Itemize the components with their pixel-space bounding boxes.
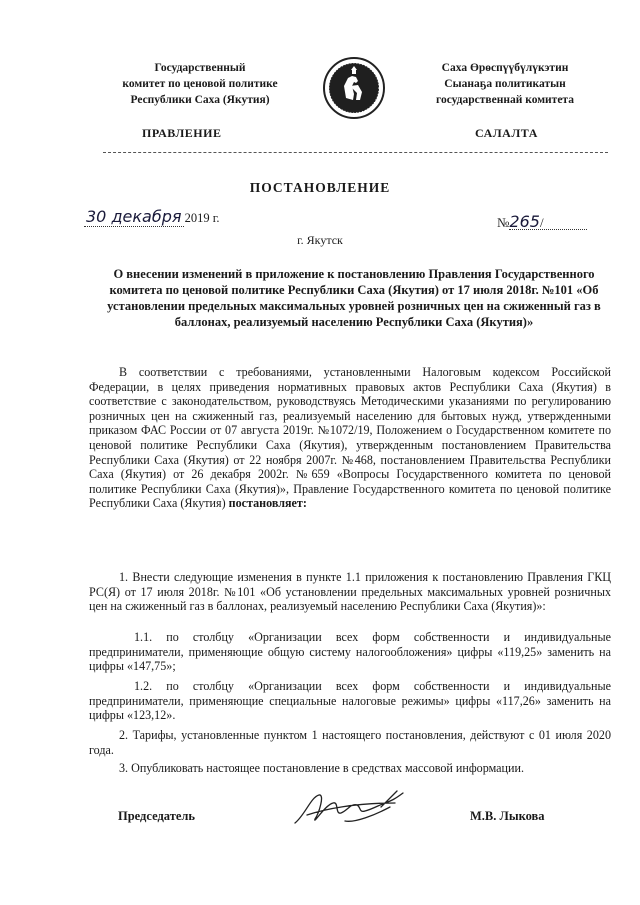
handwritten-signature [285,785,420,840]
preamble-text: В соответствии с требованиями, установленными Налоговым кодексом Российской Федерации, в целях приведения нормативных правовых актов Республики Саха (Якутия) в соответствие с законодательством, руководствуясь Методическими указаниями по регулированию розничных цен на сжиженный газ, реализуемый населению для бытовых нужд, утвержденными приказом ФАС России от 07 августа 2019г. №1072/19, Положением о Государственном комитете по ценовой политике Республики Саха (Якутия), утвержденным постановлением Правительства Республики Саха (Якутия) от 22 ноября 2007г. №468, постановлением Правительства Республики Саха (Якутия) от 26 декабря 2002г. №659 «Вопросы Государственного комитета по ценовой политике Республики Саха (Якутия)», Правление Государственного комитета по ценовой политике Республики Саха (Якутия) [89,365,611,511]
header-right-line-2: Сыанаҕа политикатын [444,78,566,90]
item-1-1: 1.1. по столбцу «Организации всех форм собственности и индивидуальные предприниматели, применяющие общую систему налогообложения» цифры «119,25» заменить на цифры «147,75»; [89,630,611,674]
header-right [405,60,605,108]
date-underline [84,226,184,227]
preamble [89,365,611,511]
document-number [497,212,592,231]
number-handwritten: 265 [509,212,540,231]
item-1: 1. Внести следующие изменения в пункте 1.1 приложения к постановлению Правления ГКЦ РС(Я) от 17 июля 2018г. №101 «Об установлении предельных максимальных уровней розничных цен на сжиженный газ в баллонах, реализуемый населению Республики Саха (Якутия)»: [89,570,611,614]
header-left-line-3: Республики Саха (Якутия) [130,94,270,106]
header-right-line-3: государственнай комитета [436,94,574,106]
document-title: ПОСТАНОВЛЕНИЕ [249,180,391,195]
signatory-name: М.В. Лыкова [470,809,545,823]
document-city: г. Якутск [297,233,343,247]
signatory-title: Председатель [118,809,196,823]
header-left [95,60,305,108]
preamble-emphasis: постановляет: [228,496,307,511]
document-date [86,207,246,226]
header-left-line-2: комитет по ценовой политике [122,78,278,90]
number-underline [509,229,587,230]
number-prefix: № [497,215,510,230]
header-separator [103,152,608,153]
dept-label-sakha: САЛАЛТА [475,126,538,140]
item-1-2: 1.2. по столбцу «Организации всех форм собственности и индивидуальные предприниматели, применяющие специальные налоговые режимы» цифры «117,26» заменить на цифры «123,12». [89,679,611,723]
header-right-line-1: Саха Өрөспүүбүлүкэтин [441,62,569,74]
number-suffix: / [539,215,544,230]
item-2: 2. Тарифы, установленные пунктом 1 настоящего постановления, действуют с 01 июля 2020 года. [89,728,611,757]
dept-label-ru: ПРАВЛЕНИЕ [142,126,222,140]
document-subject: О внесении изменений в приложение к постановлению Правления Государственного комитета по ценовой политике Республики Саха (Якутия) от 17 июля 2018г. №101 «Об установлении предельных максимальных уровней розничных цен на сжиженный газ в баллонах, реализуемый населению Республики Саха (Якутия)» [107,267,601,329]
header-left-line-1: Государственный [154,62,246,74]
date-handwritten: 30 декабря [86,207,182,226]
item-3: 3. Опубликовать настоящее постановление в средствах массовой информации. [119,761,524,775]
date-year: 2019 г. [184,211,220,225]
coat-of-arms-icon [322,56,386,120]
